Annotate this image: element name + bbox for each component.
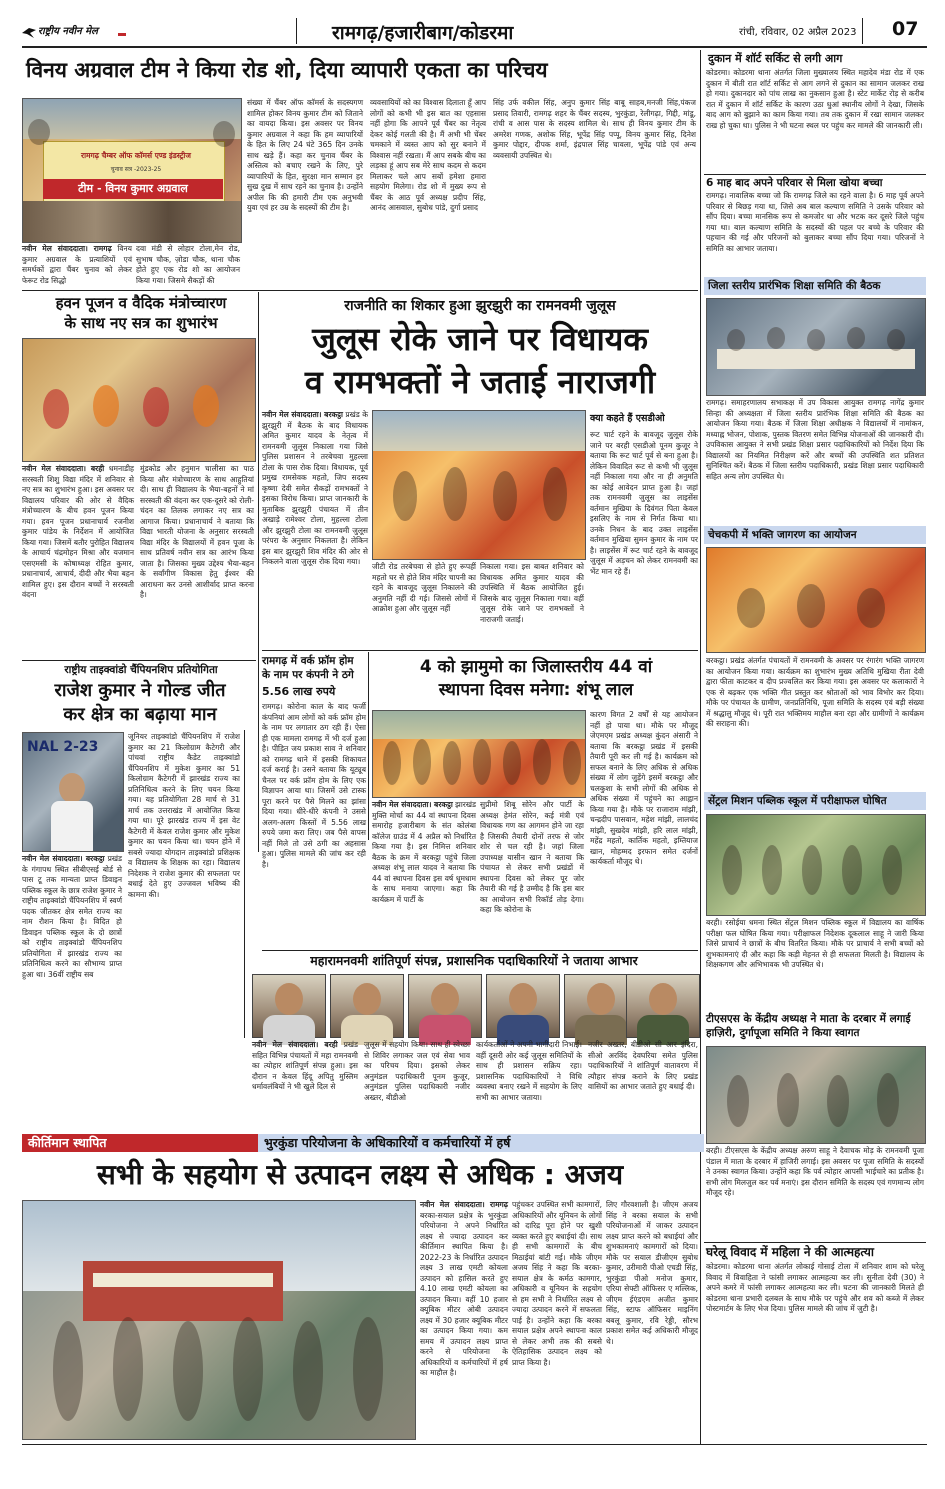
vinay-col1	[22, 244, 132, 286]
section-title: रामगढ़/हजारीबाग/कोडरमा	[332, 22, 514, 44]
dateline: रांची, रविवार, 02 अप्रैल 2023	[739, 27, 857, 38]
body-domestic: कोडरमा। कोडरमा थाना अंतर्गत लोकाई गोसाई टोला में शनिवार शाम को घरेलू विवाद में विवाहिता ने फांसी लगाकर आत्महत्या कर ली। सुनीता देवी (30) ने अपने कमरे में फांसी लगाकर आत्महत्या कर ली। घटना की जानकारी मिलते ही कोडरमा थाना प्रभारी दलबल के साथ मौके पर पहुंचे और शव को कब्जे में लेकर पोस्टमार्टम के लिए भेज दिया। पुलिस मामले की जांच में जुटी है।	[706, 1262, 924, 1313]
portrait-6	[626, 974, 700, 1038]
photo-school-meet	[706, 298, 926, 396]
byline-taekwondo: नवीन मेल संवाददाता। बरकट्ठा	[22, 854, 105, 863]
portrait-1	[252, 974, 326, 1038]
taekwondo-col2: जूनियर ताइक्वांडो चैंपियनशिप में राजेश कुमार का 21 किलोग्राम कैटेगरी और पांचवां राष्ट्रीय कैडेट ताइक्वांडो चैंपियनशिप में मुकेश कुमार का 51 किलोग्राम कैटेगरी में झारखंड राज्य का प्रतिनिधित्व करने के लिए चयन किया गया। यह प्रतियोगिता 28 मार्च से 31 मार्च तक उत्तराखंड में आयोजित किया गया था। पूरे झारखंड राज्य में इस वेट कैटेगरी में केवल राजेश कुमार और मुकेश कुमार का चयन किया था। चयन होने में सबसे ज्यादा योगदान ताइक्वांडो प्रशिक्षक व विद्यालय के शिक्षक का रहा। विद्यालय निदेशक ने राजेश कुमार की सफलता पर बधाई देते हुए उज्जवल भविष्य की कामना की।	[128, 732, 240, 899]
bar-kirtiman: कीर्तिमान स्थापित	[22, 1134, 262, 1152]
body-short-circuit: कोडरमा। कोडरमा थाना अंतर्गत जिला मुख्यालय स्थित महादेव मंडा रोड में एक दुकान में बीती रात शॉर्ट सर्किट से आग लगने से दुकान का सामान जलकर राख हो गया। दुकानदार को पांच लाख का नुकसान हुआ है। स्टेट मार्केट रोड़ से करीब रात में दुकान में शॉर्ट सर्किट के कारण उठा धुआं स्थानीय लोगों ने देखा, जिसके बाद आग को बुझाने का काम किया गया। तब तक दुकान में रखा सामान जलकर राख हो चुका था। पुलिस ने भी घटना स्थल पर पहुंच कर मामले की जानकारी ली।	[706, 68, 924, 130]
body-missing-child: रामगढ़। नावालिक बच्चा जो कि रामगढ़ जिले का रहने वाला है। 6 माह पूर्व अपने परिवार से बिछड़ गया था, जिसे अब बाल कल्याण समिति ने उसके परिवार को सौंप दिया। बच्चा मानसिक रूप से कमजोर था और भटक कर दूसरे जिले पहुंच गया था। बाल कल्याण समिति के सदस्यों की पहल पर बच्चे के परिवार की पहचान की गई और परिजनों को बुलाकर बच्चा सौंप दिया गया। परिजनों ने समिति का आभार जताया।	[706, 191, 924, 253]
body-central-school: बरही। रसोईया धमना स्थित सेंट्रल मिशन पब्लिक स्कूल में विद्यालय का वार्षिक परीक्षा फल घोषित किया गया। परीक्षाफल निदेशक दूकलाल साहू ने जारी किया जिसे प्राचार्य ने छात्रों के बीच वितरित किया। मौके पर प्राचार्य ने सभी बच्चों को शुभकामनाएं दी और कहा कि कड़ी मेहनत से ही सफलता मिलती है। विद्यालय के शिक्षकगण और अभिभावक भी उपस्थित थे।	[706, 918, 924, 969]
bottom-rule	[22, 1444, 927, 1445]
photo-havan	[22, 338, 256, 462]
bhurkunda-col1-text: बरका-सयाल प्रक्षेत्र के भुरकुंडा परियोजना ने अपने निर्धारित लक्ष्य से ज्यादा उत्पादन कर कीर्तिमान स्थापित किया है। 2022-23 के निर्धारित उत्पादन लक्ष्य 3 लाख एमटी कोयला उत्पादन को हासिल करते हुए 4.10 लाख एमटी कोयला का उत्पादन किया। वहीं 10 हजार क्यूबिक मीटर ओबी उत्पादन लक्ष्य में 30 हजार क्यूबिक मीटर का उत्पादन किया गया। कम समय में उत्पादन लक्ष्य प्राप्त करने से परियोजना के अधिकारियों व कर्मचारियों में हर्ष का माहौल है।	[420, 1210, 508, 1377]
julus-col1	[262, 410, 368, 646]
photo-taekwondo-text: NAL 2-23	[27, 739, 99, 755]
bhurkunda-col1	[420, 1200, 508, 1438]
julus-col3: निकाला गया। इस बाबत शनिवार को विधायक अमित कुमार यादव की उपस्थिति में बैठक आयोजित हुई। जिसके बाद जुलूस निकाला गया। वहीं जुलूस रोके जाने पर रामभक्तों ने नाराजगी जताई।	[480, 562, 584, 624]
photo-central-school	[706, 814, 926, 916]
maha-col3: कार्यकर्ताओं ने अपनी भागीदारी निभाई। वहीं दूसरी ओर कई जुलूस समितियों के साथ ही प्रशासन सक्रिय रहा। प्रशासनिक पदाधिकारियों ने विधि व्यवस्था बनाए रखने में सहयोग के लिए सभी का आभार जताया।	[476, 1040, 582, 1102]
byline-vinay: नवीन मेल संवाददाता। रामगढ़	[22, 244, 112, 253]
rule-right-column	[700, 50, 701, 1445]
masthead-rule	[22, 46, 927, 48]
jmm-col3: कारण विगत 2 वर्षों से यह आयोजन नहीं हो पाया था। मौके पर मौजूद जेएमएम प्रखंड अध्यक्ष कुंदन अंसारी ने बताया कि बरकट्ठा प्रखंड में इसकी तैयारी पूरी कर ली गई है। कार्यक्रम को सफल बनाने के लिए अधिक से अधिक संख्या में लोग जुड़ेंगे इसमें बरकट्ठा और चलकुशा के सभी लोगों की अधिक से अधिक संख्या में पहुंचने का आह्वान किया गया है। मौके पर राजाराम मांझी, चन्द्रदीप पासवान, महेश मांझी, लालचंद मांझी, सुखदेव मांझी, हरि लाल मांझी, महेंद्र महतो, कार्तिक महतो, इम्तियाज खान, मोहम्मद इरफान समेत दर्जनों कार्यकर्ता मौजूद थे।	[590, 710, 698, 866]
subhead-sdo: क्या कहते हैं एसडीओ	[590, 413, 665, 424]
headline-jmm-1: 4 को झामुमो का जिलास्तरीय 44 वां	[419, 657, 653, 677]
title-school-meet: जिला स्तरीय प्रारंभिक शिक्षा समिति की बैठक	[708, 280, 881, 292]
title-chechkapi: चेचकपी में भक्ति जागरण का आयोजन	[708, 529, 857, 541]
banner-line3: टीम - विनय कुमार अग्रवाल	[43, 179, 223, 199]
title-short-circuit: दुकान में शॉर्ट सर्किट से लगी आग	[708, 52, 843, 65]
banner-line2: चुनाव सत्र -2023-25	[110, 166, 162, 173]
portrait-2	[330, 974, 404, 1038]
kicker-taekwondo: राष्ट्रीय ताइक्वांडो चैंपियनशिप प्रतियोगिता	[64, 664, 218, 676]
photo-road-show	[22, 98, 242, 243]
portrait-3	[408, 974, 482, 1038]
jmm-col2: सुप्रीमो शिबू सोरेन और पार्टी के अध्यक्ष हेमंत सोरेन, कई मंत्री एवं विधायक गण का आगमन होने जा रहा है जिसकी तैयारी दोनों तरफ से जोर शोर से चल रही है। जहां जिला उपाध्यक्ष यासीन खान ने बताया कि पंचायत से लेकर सभी प्रखंडों में स्थापना दिवस को लेकर पूर जोर तैयारी की गई है उम्मीद है कि इस बार का आयोजन सभी रिकॉर्ड तोड़ देगा। कहा कि कोरोना के	[480, 800, 584, 914]
headline-wfh-3: 5.56 लाख रुपये	[262, 685, 336, 698]
title-tsa: टीएसएस के केंद्रीय अध्यक्ष ने माता के दरबार में लगाई हाज़िरी, दुर्गापूजा समिति ने किया स्वागत	[706, 1013, 911, 1039]
julus-photo-caption: जीटी रोड तरबेचवा से होते हुए रूपहीं महतो घर से होते शिव मंदिर चापनी का रहने के बावजूद जुलूस निकालने की अनुमति नहीं दी गई। जिससे लोगों में आक्रोश हुआ और जुलूस नहीं	[372, 562, 476, 613]
headline-julus-1: जुलूस रोके जाने पर विधायक	[312, 320, 648, 358]
body-tsa: बरही। टीएसएस के केंद्रीय अध्यक्ष अरुण साहू ने दैवाचक मोड़ के रामनवमी पूजा पंडाल में माता के दरबार में हाजिरी लगाई। इस अवसर पर पूजा समिति के सदस्यों ने उनका स्वागत किया। उन्होंने कहा कि पर्व त्योहार आपसी भाईचारे का प्रतीक है। सभी लोग मिलजुल कर पर्व मनाएं। इस दौरान समिति के सदस्य एवं गणमान्य लोग मौजूद रहे।	[706, 1146, 924, 1197]
photo-tsa	[706, 1046, 926, 1144]
havan-col1	[22, 464, 134, 656]
headline-taekwondo-2: कर क्षेत्र का बढ़ाया मान	[63, 704, 217, 725]
red-strip	[118, 33, 126, 36]
bird-logo-icon	[22, 24, 36, 43]
bar-bhurkunda: भुरकुंडा परियोजना के अधिकारियों व कर्मचारियों में हर्ष	[258, 1134, 704, 1152]
masthead	[22, 18, 927, 46]
havan-col2: मुंडकोड और हनुमान चालीसा का पाठ किया और मंत्रोच्चारण के साथ आहुतियां दी। साथ ही विद्यालय के भैया-बहनों ने मां सरस्वती की वंदना कर एक-दूसरे को रोली-चंदन का तिलक लगाकर नए सत्र का आगाज किया। प्रधानाचार्य ने बताया कि विद्या भारती योजना के अनुसार सरस्वती विद्या मंदिर के विद्यालयों में हवन पूजा के साथ प्रतिवर्ष नवीन सत्र का आरंभ किया जाता है। जिसका मुख्य उद्देश्य भैया-बहन के सर्वांगीण विकास हेतु ईश्वर की आराधना कर उनसे आशीर्वाद प्राप्त करना है।	[140, 464, 254, 599]
rule-sidebar-2	[704, 1242, 926, 1243]
vinay-col5: सिंह उर्फ वकील सिंह, अनुप कुमार सिंह बाबू साहब,मनजी सिंह,पंकज प्रसाद तिवारी, रामगढ़ शहर के चैंबर सदस्य, भुरकुंडा, रेलीगढ़ा, गिद्दी, मांडू, रांची व आस पास के सदस्य शामिल थे। साथ ही विनय कुमार टीम के अमरेश गणक, अशोक सिंह, भूपेंद्र सिंह पप्पू, विनय कुमार सिंह, दिनेश कुमार पोद्दार, दीपक शर्मा, इंद्रपाल सिंह चावला, भूपेंद्र पांडे एवं अन्य व्यवसायी उपस्थित थे।	[493, 98, 696, 160]
taekwondo-col1	[22, 854, 122, 1036]
body-school-meet: रामगढ़। समाहरणालय सभाकक्ष में उप विकास आयुक्त रामगढ़ नागेंद्र कुमार सिन्हा की अध्यक्षता में जिला स्तरीय प्रारंभिक शिक्षा समिति की बैठक का आयोजन किया गया। बैठक में जिला शिक्षा अधीक्षक ने विद्यालयों में नामांकन, मध्याह्न भोजन, पोशाक, पुस्तक वितरण समेत विभिन्न योजनाओं की जानकारी दी। उपविकास आयुक्त ने सभी प्रखंड शिक्षा प्रसार पदाधिकारियों को निर्देश दिया कि विद्यालयों का नियमित निरीक्षण करें और बच्चों की उपस्थिति शत प्रतिशत सुनिश्चित करें। बैठक में जिला स्तरीय पदाधिकारी, प्रखंड शिक्षा प्रसार पदाधिकारी सहित अन्य लोग उपस्थित थे।	[706, 398, 924, 481]
title-missing-child: 6 माह बाद अपने परिवार से मिला खोया बच्चा	[706, 177, 883, 189]
photo-taekwondo	[22, 732, 124, 852]
rule-havan	[22, 660, 256, 661]
maha-col1	[252, 1040, 358, 1132]
headline-vinay: विनय अग्रवाल टीम ने किया रोड शो, दिया व्यापारी एकता का परिचय	[26, 58, 548, 82]
byline-julus: नवीन मेल संवाददाता। बरकट्ठा	[262, 410, 343, 419]
photo-bhurkunda	[22, 1200, 416, 1440]
rule-wfh-divider	[368, 652, 369, 840]
kicker-julus: राजनीति का शिकार हुआ झुरझुरी का रामनवमी जुलूस	[344, 298, 616, 314]
taekwondo-col1-text: प्रखंड के गंगापथ स्थित सीबीएसई बोर्ड से पास टू तक मान्यता प्राप्त डिवाइन पब्लिक स्कूल के छात्र राजेश कुमार ने राष्ट्रीय ताइक्वांडो चैंपियनशिप में स्वर्ण पदक जीतकर क्षेत्र समेत राज्य का नाम रौशन किया है। विदित हो डिवाइन पब्लिक स्कूल के दो छात्रों को राष्ट्रीय ताइक्वांडो चैंपियनशिप प्रतियोगिता में झारखंड राज्य का प्रतिनिधित्व करने का सौभाग्य प्राप्त हुआ था। 36वीं राष्ट्रीय सब	[22, 854, 122, 979]
byline-maha: नवीन मेल संवाददाता। बरही	[252, 1040, 338, 1049]
vinay-col3: संख्या में चैंबर ऑफ कॉमर्स के सदस्यगण शामिल होकर विनय कुमार टीम को जिताने का वायदा किया। इस अवसर पर विनय कुमार अग्रवाल ने कहा कि हम व्यापारियों के हित के लिए 24 घंटे 365 दिन उनके साथ खड़े हैं। कहा कर चुनाव चैंबर के अस्तित्व को बचाए रखने के लिए, पुरे व्यापारियों के हित, सुरक्षा मान सम्मान हर सुख दुख में साथ रहने का चुनाव है। उन्होंने अपील कि की हमारी टीम एक अनुभवी युवा एवं हर उम्र के सदस्यों की टीम है।	[247, 98, 363, 212]
julus-col4: रूट चार्ट रहने के बावजूद जुलूस रोके जाने पर बरही एसडीओ पूनम कुजूर ने बताया कि रूट चार्ट पूर्व से बना हुआ है। लेकिन विवादित रूट से कभी भी जुलूस नहीं निकाला गया और ना ही अनुमति का कोई आवेदन प्राप्त हुआ है। जहां तक रामनवमी जुलूस का लाइसेंस वर्तमान मुखिया के दिवंगत पिता केवल इसलिए के नाम से निर्गत किया था। उनके निधन के बाद उक्त लाइसेंस वर्तमान मुखिया सुमन कुमार के नाम पर है। लाइसेंस में रूट चार्ट रहने के बावजूद जुलूस में अड़चन को लेकर रामनवमी का भेंट मान रहे हैं।	[590, 430, 698, 576]
headline-wfh-2: के नाम पर कंपनी ने ठगे	[262, 669, 354, 681]
photo-chechkapi	[706, 547, 926, 653]
jmm-col1-text: झारखंड मुक्ति मोर्चा का 44 वां स्थापना दिवस समारोह हजारीबाग के संत कोलंबा कॉलेज ग्राउंड में 4 अप्रैल को निर्धारित किया गया है। इस निमित्त शनिवार बैठक के क्रम में बरकट्ठा पहुंचे जिला अध्यक्ष शंभू लाल यादव ने बताया कि 44 वां स्थापना दिवस इस वर्ष धूमधाम के साथ मनाया जाएगा। कहा कि कार्यक्रम में पार्टी के	[372, 800, 476, 904]
headline-havan-2: के साथ नए सत्र का शुभारंभ	[64, 314, 218, 332]
jmm-col1	[372, 800, 476, 948]
vinay-col1-text: विनय कुमार अग्रवाल के प्रत्याशियों एवं समर्थकों द्वारा चैंबर चुनाव को लेकर फेरूट रोड सिद्धो	[22, 244, 132, 285]
photo-jmm	[372, 710, 586, 798]
rule-col-divider-a	[244, 730, 245, 1038]
maha-col2: जुलूस में सहयोग किया। साथ ही स्वेच्छा से शिविर लगाकर जल एवं सेवा भाव का परिचय दिया। इसको लेकर अनुमंडल पदाधिकारी पूनम कुजूर, अनुमंडल पुलिस पदाधिकारी नजीर अख्तर, बीडीओ	[364, 1040, 470, 1102]
rule-left-col	[258, 292, 259, 852]
vinay-col4: व्यवसायियों को का विश्वास दिलाता हूँ आप लोगों को कभी भी इस बात का एहसास नहीं होगा कि आपने पूर्व चैंबर का नेतृत्व देकर कोई गलती की है। मैं अभी भी चेंबर चमकाने में व्यस्त आप को सुर बनाने में विश्वास नहीं रखता। मैं आप सबके बीच का लड़का हूं आप सब मेरे साथ कदम से कदम मिलाकर चले आप सबों हमेशा हमारा सहयोग मिलेगा। रोड शो में मुख्य रूप से चैंबर के आठ पूर्व अध्यक्ष प्रदीप सिंह, आनंद आसवाल, सुबोध पांडे, दुर्गा प्रसाद	[370, 98, 486, 212]
byline-jmm: नवीन मेल संवाददाता। बरकट्ठा	[372, 800, 453, 809]
body-chechkapi: बरकट्ठा। प्रखंड अंतर्गत पंचायतों में रामनवमी के अवसर पर रंगारंग भक्ति जागरण का आयोजन किया गया। कार्यक्रम का शुभारंभ मुख्य अतिथि मुखिया रीता देवी द्वारा फीता काटकर व दीप प्रज्वलित कर किया गया। इस अवसर पर कलाकारों ने एक से बढ़कर एक भक्ति गीत प्रस्तुत कर श्रोताओं को भाव विभोर कर दिया। मौके पर पंचायत के ग्रामीण, जनप्रतिनिधि, पूजा समिति के सदस्य एवं बड़ी संख्या में श्रद्धालु मौजूद थे। पूरी रात भक्तिमय माहौल बना रहा और ग्रामीणों ने कार्यक्रम की सराहना की।	[706, 656, 924, 728]
rule-under-julus	[262, 650, 698, 651]
vinay-col2: दवा मंडी से लोहार टोला,मेन रोड, सुभाष चौक, ज़ोडा चौक, थाना चौक होते हुए एक रोड शो का आयोजन किया गया। जिसमे सैकड़ों की	[136, 244, 240, 285]
bhurkunda-col2: पहुंचकर उपस्थित सभी कामगारों, अधिकारियों और यूनियन के लोगों को दारिद्र पूरा होने पर खुशी व्यक्त करते हुए बधाईयां दी। साथ ही सभी कामगारों के बीच मिठाईयां बांटी गई। मौके जीएम अजय सिंह ने कहा कि बरका-सयाल क्षेत्र के कर्मठ कामगार, अधिकारी व यूनियन के सहयोग से हम सभी ने निर्धारित लक्ष्य से ज्यादा उत्पादन करने में सफलता पाई है। उन्होंने कहा कि बरका सयाल प्रक्षेत्र अपने स्थापना काल से लेकर अभी तक की सबसे ऐतिहासिक उत्पादन लक्ष्य को प्राप्त किया है।	[512, 1200, 602, 1367]
maha-col4: नजीर अख्तर, बीडीओ सी आर इंदिरा, सीओ अरविंद देवघरिया समेत पुलिस पदाधिकारियों ने शांतिपूर्ण वातावरण में त्यौहार संपन्न कराने के लिए प्रखंड वासियों का आभार जताते हुए बधाई दी।	[588, 1040, 698, 1091]
masthead-divider-left	[296, 18, 297, 44]
rule-under-vinay	[22, 290, 698, 291]
julus-col1-text: प्रखंड के झुरझुरी में बैठक के बाद विधायक अमित कुमार यादव के नेतृत्व में रामनवमी जुलूस निकाला गया जिसे पुलिस प्रशासन ने तरबेचवा मुहल्ला टोला के पास रोक दिया। विधायक, पूर्व प्रमुख रामसेवक महतो, जिप सदस्य कृष्णा देवी समेत सैकड़ों रामभक्तों ने इसका विरोध किया। प्राप्त जानकारी के मुताबिक झुरझुरी पंचायत में तीन अखाड़े रामेश्वर टोला, मुहल्ला टोला और झुरझुरी टोला का रामनवमी जुलूस परंपरा के अनुसार निकलता है। लेकिन इस बार झुरझुरी शिव मंदिर की ओर से निकलने वाला जुलूस रोक दिया गया।	[262, 410, 368, 566]
byline-havan: नवीन मेल संवाददाता। बरही	[22, 464, 105, 473]
rule-under-jmm	[262, 950, 698, 951]
headline-havan-1: हवन पूजन व वैदिक मंत्रोच्चारण	[55, 294, 227, 312]
bhurkunda-col3: लिए गौरवशाली है। जीएम अजय सिंह ने बरका सयाल के सभी परियोजनाओं में जाकर उत्पादन लक्ष्य प्राप्त करने को बधाईयां और शुभकामनाएं कामगारों को दिया। मौके पर सयाल डीजीएम सुबोध कुमार, उरीमारी पीओ एचडी सिंह, भुरकुंडा पीओ मनोज कुमार, एरिया सेफ्टी ऑफिसर ए मल्लिक, जीएम ईएंडएम अजीत कुमार सिंह, स्टाफ ऑफिसर माइनिंग बबलू कुमार, रवि रेड्डी, सौरभ प्रकाश समेत कई अधिकारी मौजूद थे।	[606, 1200, 698, 1346]
portrait-4	[486, 974, 560, 1038]
byline-bhurkunda: नवीन मेल संवाददाता। रामगढ़	[420, 1200, 508, 1209]
headline-jmm-2: स्थापना दिवस मनेगा: शंभू लाल	[438, 680, 634, 700]
maha-col1-text: प्रखंड सहित विभिन्न पंचायतों में महा रामनवमी का त्योहार शांतिपूर्ण संपन्न हुआ। इस दौरान न केवल हिंदू अपितु मुस्लिम धर्मावलंबियों ने भी खुले दिल से	[252, 1040, 359, 1091]
rule-sidebar-1	[704, 174, 926, 175]
title-domestic: घरेलू विवाद में महिला ने की आत्महत्या	[706, 1245, 874, 1259]
havan-col1-text: धमनाडीह सरस्वती शिशु विद्या मंदिर में शनिवार से नए सत्र का शुभारंभ हुआ। इस अवसर पर विद्यालय परिवार की ओर से वैदिक मंत्रोच्चारण के बीच हवन पूजन किया गया। हवन पूजन प्रधानाचार्य रजनीश कुमार पांडेय के निर्देशन में आयोजित किया गया। जिसमें बतौर पुरोहित विद्यालय के आचार्य चंद्रमोहन मिश्रा और यजमान एसएमसी के कोषाध्यक्ष रोहित कुमार, प्रधानाचार्य, आचार्य, दीदी और भैया बहन शामिल हुए। इस दौरान बच्चों ने सरस्वती वंदना	[22, 464, 134, 599]
headline-wfh-1: रामगढ़ में वर्क फ्रॉम होम	[262, 655, 354, 667]
masthead-divider-right	[862, 18, 863, 44]
wfh-body: रामगढ़। कोरोना काल के बाद फर्जी कंपनियां आम लोगों को वर्क फ्रॉम होम के नाम पर लगातार ठग रही हैं। ऐसा ही एक मामला रामगढ़ में भी दर्ज हुआ है। पीड़ित जय प्रकाश साव ने शनिवार को रामगढ़ थाने में इसकी शिकायत दर्ज कराई है। उसने बताया कि यूट्यूब चैनल पर वर्क फ्रॉम होम के लिए एक विज्ञापन आया था। जिसमें उसे टास्क पूरा करने पर पैसे मिलने का झांसा दिया गया। धीरे-धीरे कंपनी ने उससे अलग-अलग किस्तों में 5.56 लाख रुपये जमा करा लिए। जब पैसे वापस नहीं मिले तो उसे ठगी का अहसास हुआ। पुलिस मामले की जांच कर रही है।	[262, 702, 366, 869]
banner-line1: रामगढ़ चैम्बर ऑफ कॉमर्स एण्ड इंडस्ट्रीज	[81, 151, 191, 160]
headline-mahaRamnavami: महारामनवमी शांतिपूर्ण संपन्न, प्रशासनिक पदाधिकारियों ने जताया आभार	[310, 953, 638, 968]
page-number: 07	[892, 18, 919, 40]
headline-bhurkunda: सभी के सहयोग से उत्पादन लक्ष्य से अधिक : अजय	[96, 1158, 624, 1191]
headline-julus-2: व रामभक्तों ने जताई नाराजगी	[304, 363, 656, 401]
paper-name: राष्ट्रीय नवीन मेल	[38, 26, 98, 37]
photo-julus	[372, 410, 586, 560]
headline-taekwondo-1: राजेश कुमार ने गोल्ड जीत	[54, 680, 226, 701]
title-central-school: सेंट्रल मिशन पब्लिक स्कूल में परीक्षाफल घोषित	[708, 795, 887, 807]
